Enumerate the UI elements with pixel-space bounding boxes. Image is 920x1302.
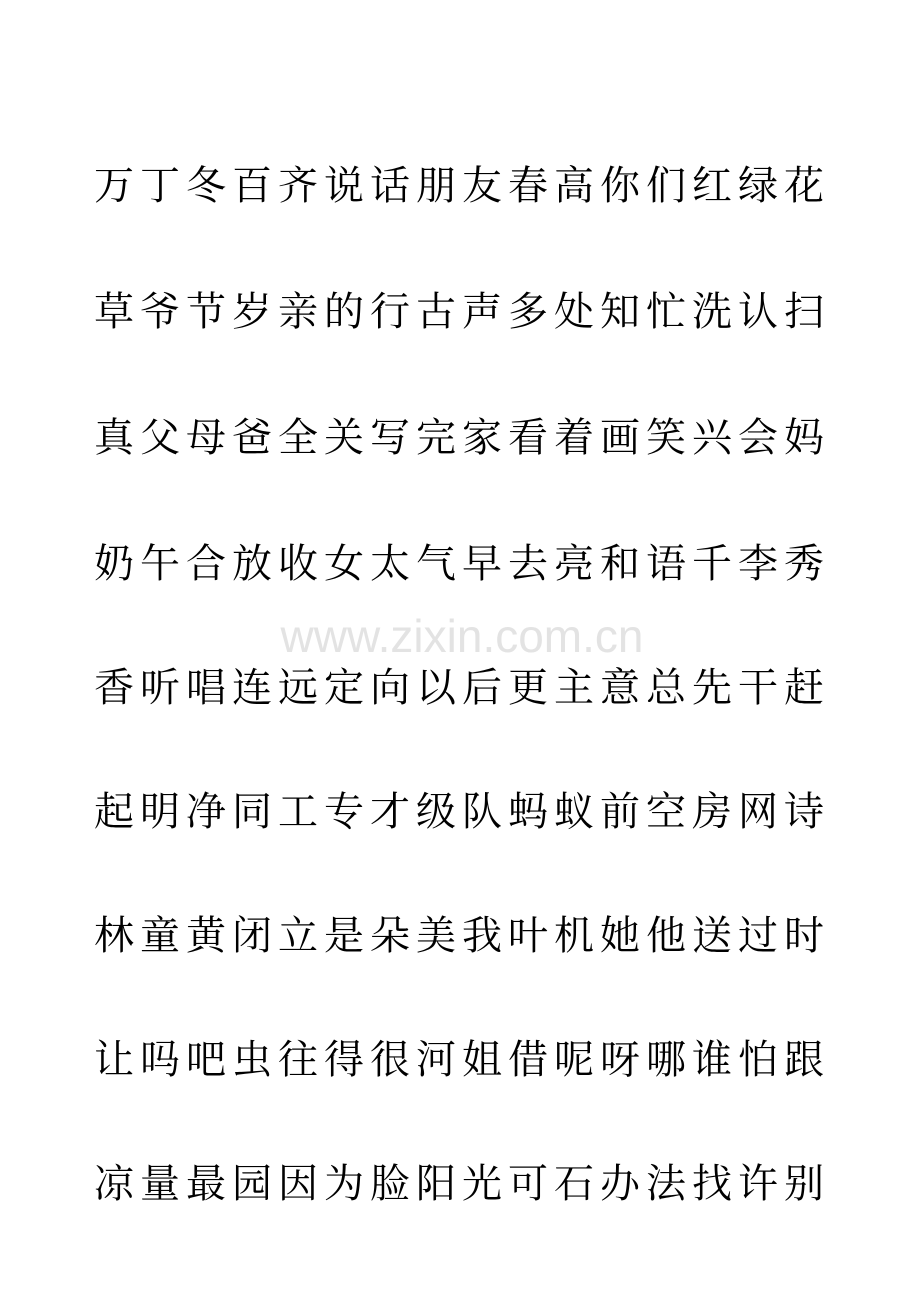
character-line-3: 真父母爸全关写完家看着画笑兴会妈	[94, 415, 830, 461]
character-line-8: 让吗吧虫往得很河姐借呢呀哪谁怕跟	[94, 1037, 830, 1083]
character-line-6: 起明净同工专才级队蚂蚁前空房网诗	[94, 789, 830, 835]
character-line-1: 万丁冬百齐说话朋友春高你们红绿花	[94, 163, 830, 209]
character-line-4: 奶午合放收女太气早去亮和语千李秀	[94, 541, 830, 587]
watermark: www.zixin.com.cn	[280, 610, 644, 662]
character-line-9: 凉量最园因为脸阳光可石办法找许别	[94, 1161, 830, 1207]
character-line-7: 林童黄闭立是朵美我叶机她他送过时	[94, 913, 830, 959]
character-line-5: 香听唱连远定向以后更主意总先干赶	[94, 665, 830, 711]
character-line-2: 草爷节岁亲的行古声多处知忙洗认扫	[94, 289, 830, 335]
